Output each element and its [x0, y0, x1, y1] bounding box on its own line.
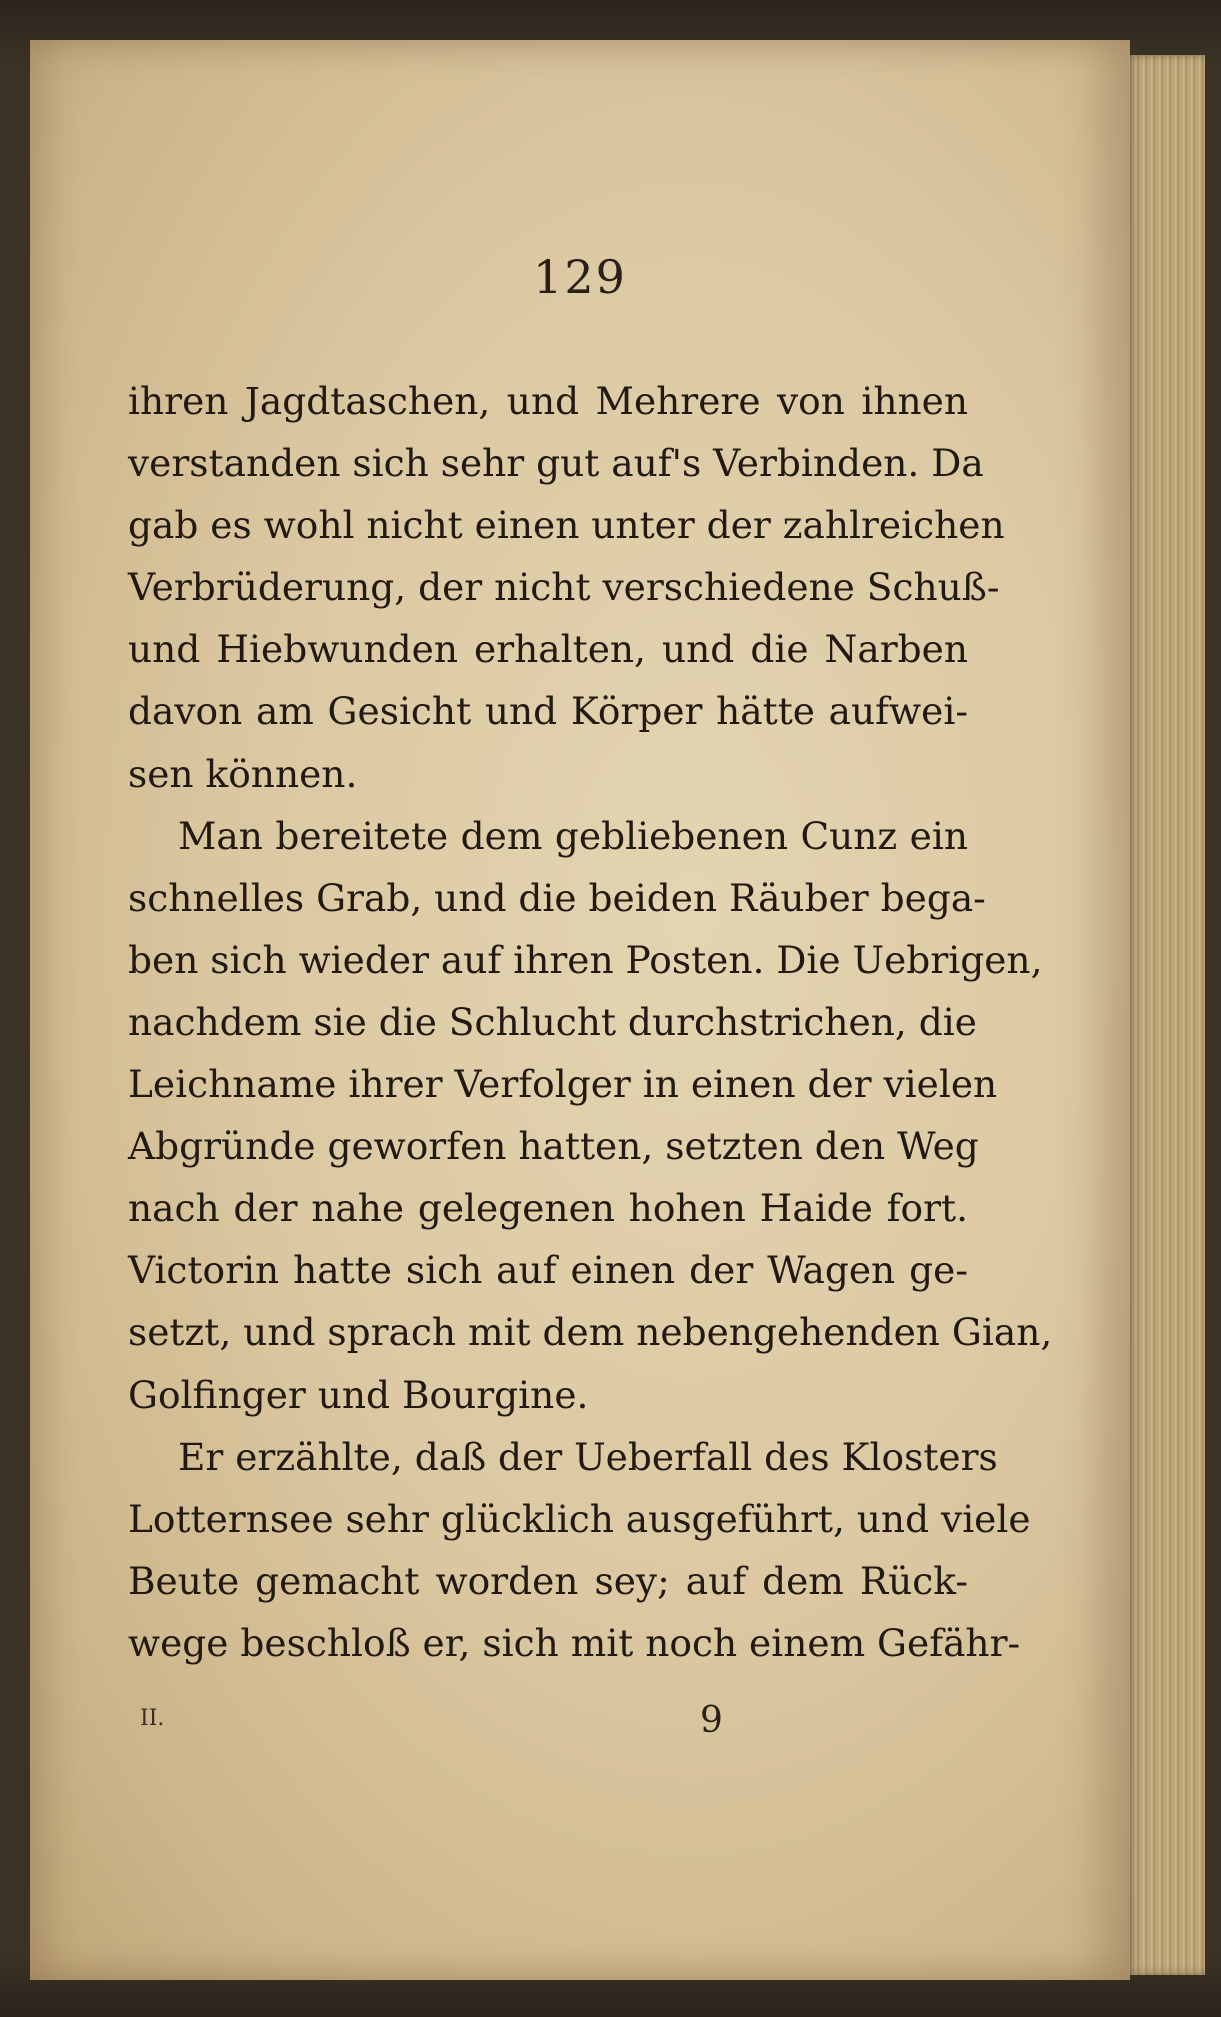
sheet-number: 9: [700, 1700, 723, 1741]
text-line: und Hiebwunden erhalten, und die Narben: [128, 627, 968, 672]
text-line: Beute gemacht worden sey; auf dem Rück-: [128, 1558, 968, 1603]
text-line: setzt, und sprach mit dem nebengehenden Gian,: [128, 1310, 1053, 1355]
text-line: ben sich wieder auf ihren Posten. Die Uebrigen,: [128, 937, 1043, 982]
text-line: Golfinger und Bourgine.: [128, 1372, 589, 1417]
page-body-text: [128, 370, 1053, 1674]
text-line: davon am Gesicht und Körper hätte aufwei-: [128, 689, 968, 734]
text-line: nach der nahe gelegenen hohen Haide fort.: [128, 1186, 968, 1231]
text-line: Er erzählte, daß der Ueberfall des Klosters: [178, 1434, 998, 1479]
text-line: Victorin hatte sich auf einen der Wagen ge-: [128, 1248, 968, 1293]
signature-mark: II.: [140, 1706, 165, 1731]
text-line: Verbrüderung, der nicht verschiedene Schuß-: [128, 565, 1000, 610]
text-line: nachdem sie die Schlucht durchstrichen, die: [128, 999, 977, 1044]
text-line: wege beschloß er, sich mit noch einem Gefähr-: [128, 1620, 1021, 1665]
text-line: Abgründe geworfen hatten, setzten den Weg: [128, 1124, 979, 1169]
text-line: Leichname ihrer Verfolger in einen der vielen: [128, 1062, 998, 1107]
text-line: schnelles Grab, und die beiden Räuber bega-: [128, 875, 986, 920]
text-line: verstanden sich sehr gut auf's Verbinden. Da: [128, 441, 984, 486]
book-page-edges: [1125, 55, 1205, 1975]
book-page: [30, 40, 1130, 1980]
text-line: Lotternsee sehr glücklich ausgeführt, und viele: [128, 1496, 1031, 1541]
text-line: ihren Jagdtaschen, und Mehrere von ihnen: [128, 379, 968, 423]
text-line: gab es wohl nicht einen unter der zahlreichen: [128, 503, 1005, 548]
text-line: Man bereitete dem gebliebenen Cunz ein: [178, 813, 968, 858]
text-line: sen können.: [128, 751, 358, 796]
page-number: 129: [533, 250, 627, 304]
